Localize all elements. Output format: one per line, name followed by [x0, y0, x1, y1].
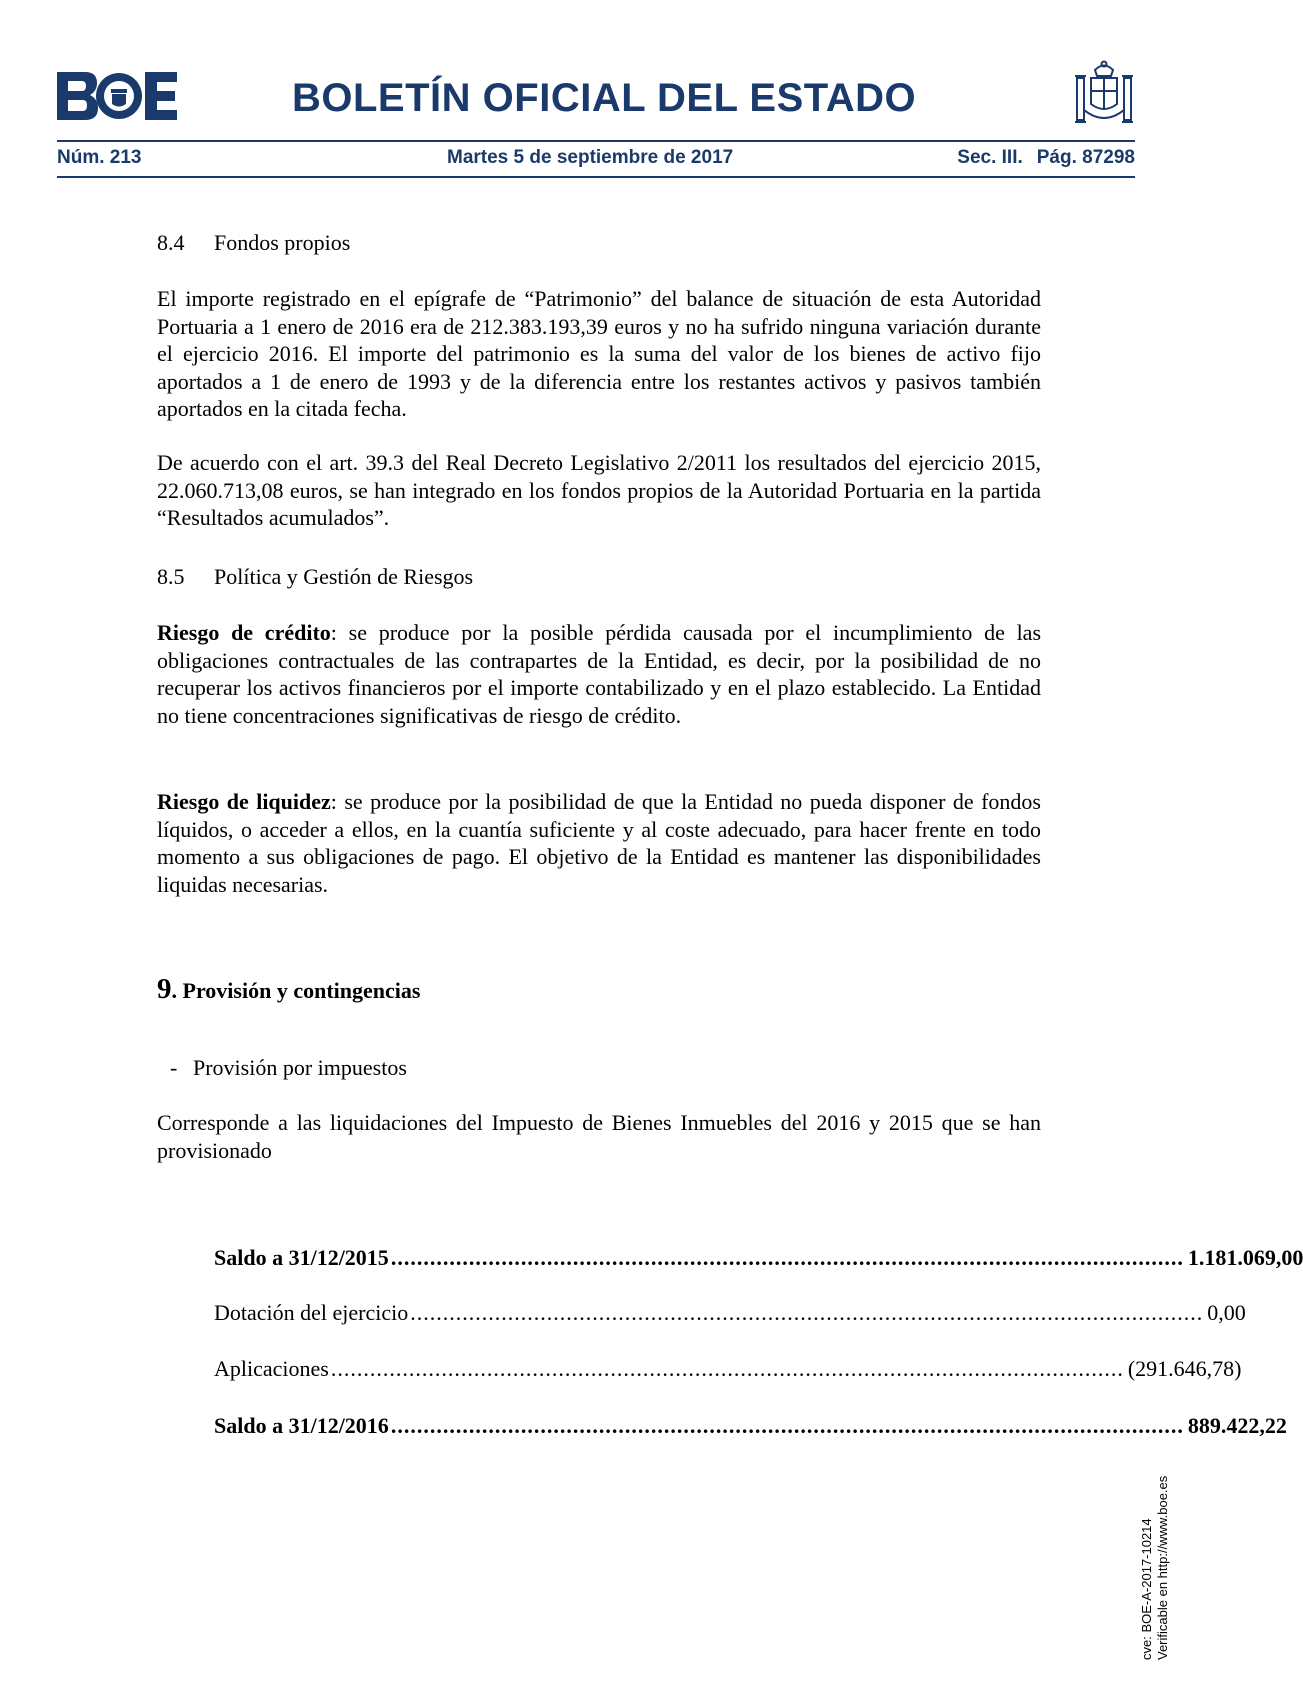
subsection-number: 8.5 [157, 564, 185, 589]
row-label: Saldo a 31/12/2015 [214, 1245, 389, 1270]
liquidity-risk-text: : se produce por la posibilidad de que la Entidad no pueda disponer de fondos líquidos, o acceder a ellos, en la cuantía suficiente y al coste adecuado, para hacer frente en todo momento a sus obligaciones de pago. El objetivo de la Entidad es mantener las disponibilidades liquidas necesarias. [157, 789, 1041, 897]
leader-dots: .......................................................................................................................... [390, 1245, 1184, 1270]
section-page [957, 147, 1135, 169]
leader-dots: .......................................................................................................................... [410, 1300, 1204, 1325]
subsection-title: Política y Gestión de Riesgos [214, 564, 474, 589]
subsection-heading [157, 564, 473, 590]
row-value: 1.181.069,00 [1187, 1245, 1303, 1270]
section-number: 9 [157, 973, 172, 1005]
row-label: Saldo a 31/12/2016 [214, 1413, 389, 1438]
header-rule-top [57, 140, 1135, 142]
verification-note [1139, 1476, 1171, 1660]
term-liquidity-risk: Riesgo de liquidez [157, 789, 331, 814]
issue-date: Martes 5 de septiembre de 2017 [447, 147, 734, 168]
subsection-heading [157, 230, 350, 256]
header-rule-bottom [57, 176, 1135, 178]
row-value: 0,00 [1207, 1300, 1246, 1325]
row-value: (291.646,78) [1127, 1356, 1242, 1381]
bullet-dash: - [170, 1055, 178, 1080]
table-row [214, 1356, 1242, 1386]
list-item-text: Provisión por impuestos [193, 1055, 407, 1080]
paragraph: Corresponde a las liquidaciones del Impuesto de Bienes Inmuebles del 2016 y 2015 que se han provisionado [157, 1110, 1041, 1163]
paragraph: El importe registrado en el epígrafe de “Patrimonio” del balance de situación de esta Autoridad Portuaria a 1 enero de 2016 era de 212.383.193,39 euros y no ha sufrido ninguna variación durante el ejercicio 2016. El importe del patrimonio es la suma del valor de los bienes de activo fijo aportados a 1 de enero de 1993 y de la diferencia entre los restantes activos y pasivos también aportados en la citada fecha. [157, 286, 1041, 421]
paragraph-liquidity-risk [157, 788, 1041, 898]
issue-number: Núm. 213 [57, 147, 142, 168]
table-row [214, 1300, 1246, 1330]
subsection-title: Fondos propios [214, 230, 351, 255]
paragraph-credit-risk [157, 619, 1041, 729]
coat-of-arms-icon [1073, 60, 1135, 128]
boe-logo [57, 72, 177, 120]
section-heading [157, 973, 420, 1006]
credit-risk-text: : se produce por la posible pérdida causada por el incumplimiento de las obligaciones contractuales de las contrapartes de la Entidad, es decir, por la posibilidad de no recuperar los activos financieros por el importe contabilizado y en el plazo establecido. La Entidad no tiene concentraciones significativas de riesgo de crédito. [157, 620, 1042, 728]
section-title: . Provisión y contingencias [171, 978, 421, 1003]
subsection-number: 8.4 [157, 230, 185, 255]
row-value: 889.422,22 [1187, 1413, 1287, 1438]
verification-link: Verificable en http://www.boe.es [1155, 1475, 1170, 1660]
term-credit-risk: Riesgo de crédito [157, 620, 331, 645]
section-label: Sec. III. [957, 147, 1023, 168]
leader-dots: .......................................................................................................................... [330, 1356, 1124, 1381]
table-row [214, 1413, 1287, 1443]
row-label: Aplicaciones [214, 1356, 329, 1381]
leader-dots: .......................................................................................................................... [390, 1413, 1184, 1438]
page-title: BOLETÍN OFICIAL DEL ESTADO [292, 76, 917, 120]
list-item [170, 1055, 407, 1081]
table-row [214, 1245, 1303, 1275]
page-number: Pág. 87298 [1036, 147, 1135, 168]
paragraph: De acuerdo con el art. 39.3 del Real Decreto Legislativo 2/2011 los resultados del ejercicio 2015, 22.060.713,08 euros, se han integrado en los fondos propios de la Autoridad Portuaria en la partida “Resultados acumulados”. [157, 450, 1041, 530]
cve-code: cve: BOE-A-2017-10214 [1139, 1518, 1154, 1660]
row-label: Dotación del ejercicio [214, 1300, 409, 1325]
